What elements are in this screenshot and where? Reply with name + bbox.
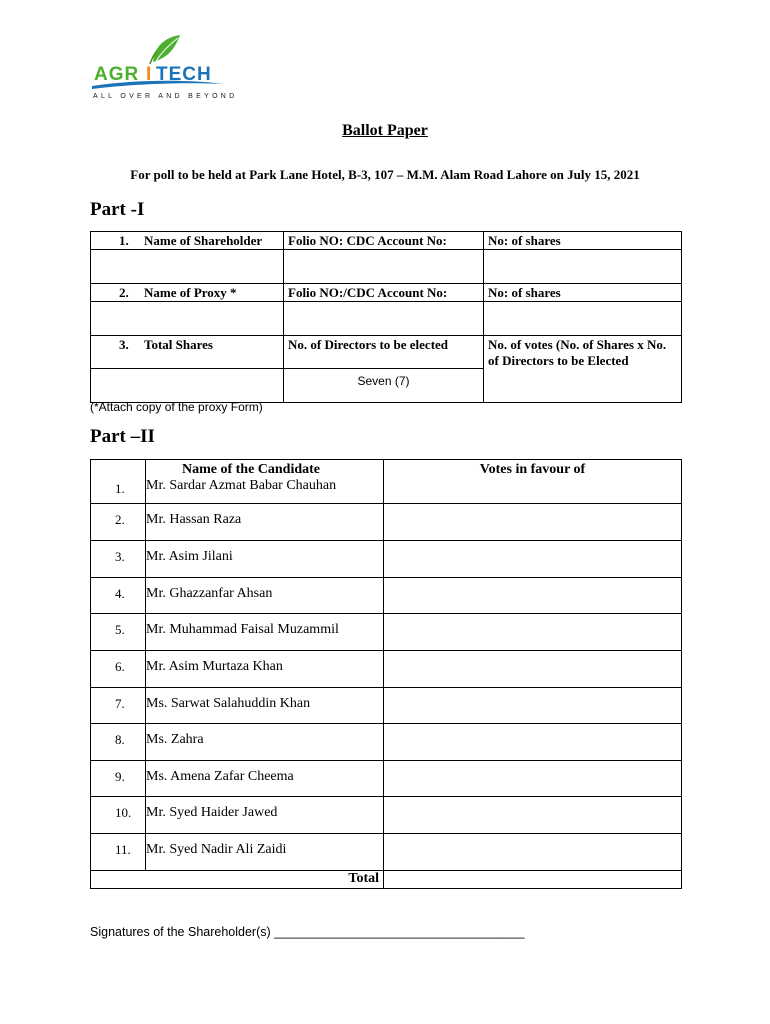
table-row: [91, 302, 682, 336]
table-row: [91, 614, 682, 651]
shareholder-info-table: [90, 231, 682, 403]
candidate-number: 7.: [91, 688, 146, 724]
signature-line: Signatures of the Shareholder(s) ____________________________________: [90, 925, 525, 939]
table-row: [91, 724, 682, 761]
candidate-number: 3.: [91, 541, 146, 578]
candidate-name: Mr. Asim Jilani: [146, 541, 384, 578]
votes-field[interactable]: [384, 724, 682, 761]
candidate-name: Ms. Amena Zafar Cheema: [146, 761, 384, 797]
candidate-number: 8.: [91, 724, 146, 761]
total-votes-field[interactable]: [384, 871, 682, 889]
proxy-shares-field[interactable]: [484, 302, 682, 336]
part-2-heading: Part –II: [90, 426, 155, 447]
candidate-number: 9.: [91, 761, 146, 797]
candidate-name: Ms. Zahra: [146, 724, 384, 761]
votes-field[interactable]: [384, 504, 682, 541]
candidate-number: 1.: [91, 460, 146, 504]
candidate-name: Ms. Sarwat Salahuddin Khan: [146, 688, 384, 724]
table-row: [91, 761, 682, 797]
candidate-number: 10.: [91, 797, 146, 834]
shareholder-folio-field[interactable]: [284, 250, 484, 284]
candidate-number: 11.: [91, 834, 146, 871]
shareholder-name-label: 1. Name of Shareholder: [91, 232, 284, 250]
proxy-shares-label: No: of shares: [484, 284, 682, 302]
table-row: [91, 834, 682, 871]
poll-details: For poll to be held at Park Lane Hotel, B-3, 107 – M.M. Alam Road Lahore on July 15, 2021: [130, 167, 640, 182]
folio-label: Folio NO: CDC Account No:: [284, 232, 484, 250]
logo-tagline: ALL OVER AND BEYOND: [93, 93, 238, 100]
table-row: [91, 651, 682, 688]
agritech-logo-graphic: [90, 34, 230, 94]
total-shares-field[interactable]: [91, 369, 284, 403]
votes-field[interactable]: [384, 614, 682, 651]
votes-field[interactable]: [384, 761, 682, 797]
votes-field[interactable]: [384, 688, 682, 724]
table-row: [91, 797, 682, 834]
proxy-note: (*Attach copy of the proxy Form): [90, 400, 263, 414]
table-row: [91, 871, 682, 889]
candidate-column-header: Name of the Candidate: [181, 462, 321, 477]
proxy-name-field[interactable]: [91, 302, 284, 336]
candidate-name: Name of the Candidate Mr. Sardar Azmat Babar Chauhan: [146, 460, 384, 504]
candidate-number: 4.: [91, 578, 146, 614]
table-row: [91, 578, 682, 614]
votes-field[interactable]: [384, 797, 682, 834]
votes-field[interactable]: [384, 834, 682, 871]
company-logo: [90, 34, 238, 104]
total-shares-label: 3. Total Shares: [91, 336, 284, 369]
svg-text:AGR: AGR: [94, 64, 140, 85]
table-row: [91, 284, 682, 302]
votes-field[interactable]: [384, 541, 682, 578]
candidates-table: [90, 459, 682, 889]
votes-field[interactable]: [384, 651, 682, 688]
svg-text:I: I: [146, 64, 152, 85]
candidate-name: Mr. Ghazzanfar Ahsan: [146, 578, 384, 614]
table-row: [91, 460, 682, 504]
table-row: [91, 688, 682, 724]
candidate-number: 2.: [91, 504, 146, 541]
candidate-name: Mr. Hassan Raza: [146, 504, 384, 541]
candidate-name: Mr. Asim Murtaza Khan: [146, 651, 384, 688]
shareholder-shares-field[interactable]: [484, 250, 682, 284]
candidate-name: Mr. Syed Nadir Ali Zaidi: [146, 834, 384, 871]
directors-value: Seven (7): [284, 369, 484, 403]
votes-column-header: Votes in favour of: [384, 460, 682, 504]
candidate-number: 6.: [91, 651, 146, 688]
shares-label: No: of shares: [484, 232, 682, 250]
table-row: [91, 336, 682, 369]
table-row: [91, 250, 682, 284]
part-1-heading: Part -I: [90, 199, 145, 220]
proxy-folio-label: Folio NO:/CDC Account No:: [284, 284, 484, 302]
candidate-name: Mr. Syed Haider Jawed: [146, 797, 384, 834]
proxy-folio-field[interactable]: [284, 302, 484, 336]
directors-label: No. of Directors to be elected: [284, 336, 484, 369]
votes-label: No. of votes (No. of Shares x No. of Directors to be Elected: [484, 336, 682, 403]
candidate-number: 5.: [91, 614, 146, 651]
table-row: [91, 541, 682, 578]
table-row: [91, 504, 682, 541]
total-label: Total: [91, 871, 384, 889]
table-row: [91, 232, 682, 250]
shareholder-name-field[interactable]: [91, 250, 284, 284]
votes-field[interactable]: [384, 578, 682, 614]
page-title: Ballot Paper: [342, 122, 428, 139]
candidate-name: Mr. Muhammad Faisal Muzammil: [146, 614, 384, 651]
svg-text:TECH: TECH: [156, 64, 212, 85]
proxy-name-label: 2. Name of Proxy *: [91, 284, 284, 302]
